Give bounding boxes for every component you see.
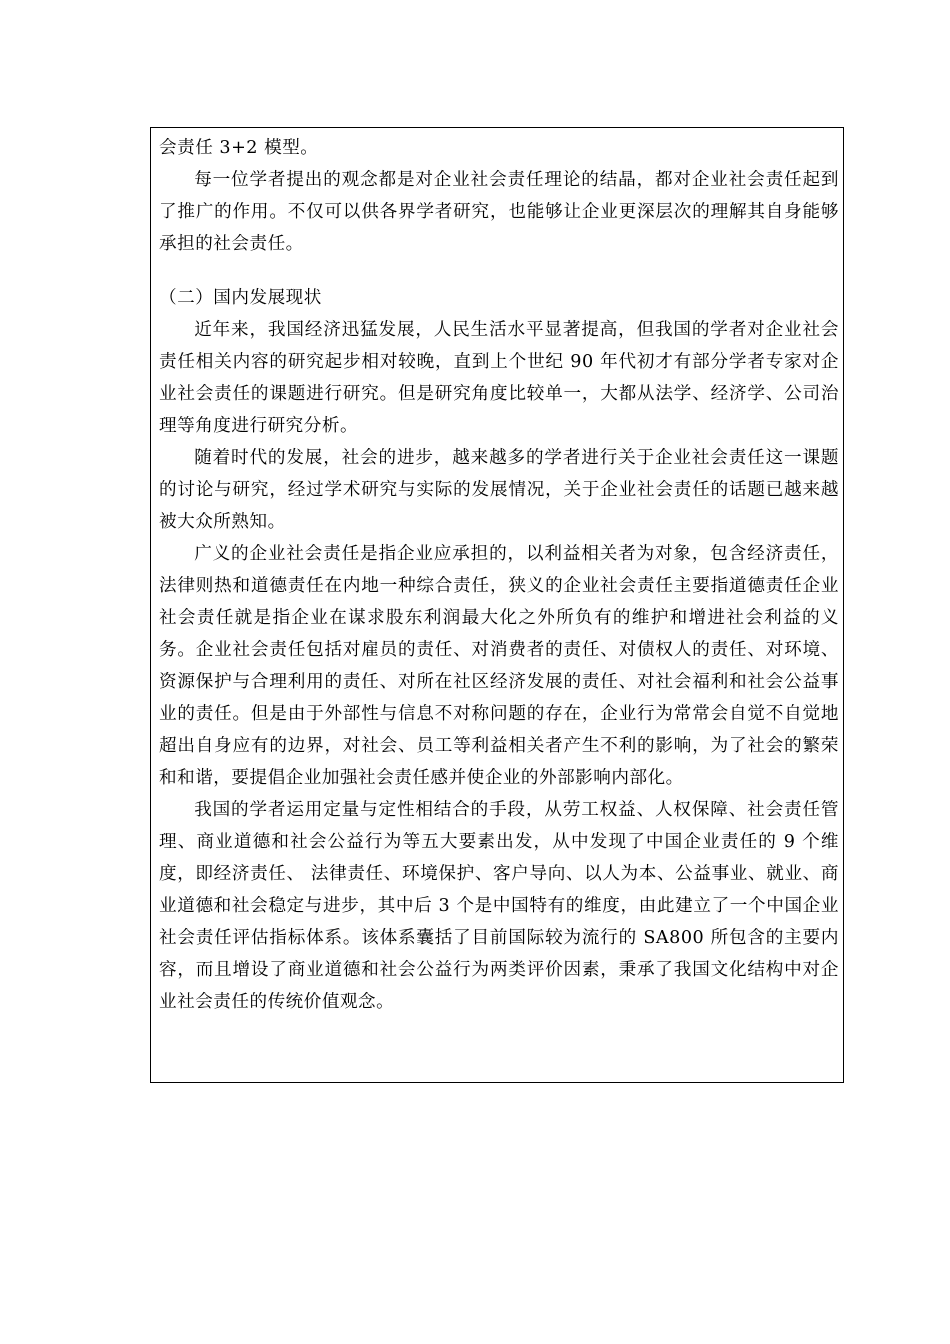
paragraph-development: 随着时代的发展，社会的进步，越来越多的学者进行关于企业社会责任这一课题的讨论与研究，经过学术研究与实际的发展情况，关于企业社会责任的话题已越来越被大众所熟知。: [159, 448, 839, 532]
section-heading-domestic: （二）国内发展现状: [159, 288, 322, 308]
paragraph-recent-years: 近年来，我国经济迅猛发展，人民生活水平显著提高，但我国的学者对企业社会责任相关内容的研究起步相对较晚，直到上个世纪 90 年代初才有部分学者专家对企业社会责任的课题进行研究。但是研究角度比较单一，大都从法学、经济学、公司治理等角度进行研究分析。: [159, 320, 839, 436]
paragraph-definition: 广义的企业社会责任是指企业应承担的，以利益相关者为对象，包含经济责任，法律则热和道德责任在内地一种综合责任，狭义的企业社会责任主要指道德责任企业社会责任就是指企业在谋求股东利润最大化之外所负有的维护和增进社会利益的义务。企业社会责任包括对雇员的责任、对消费者的责任、对债权人的责任、对环境、资源保护与合理利用的责任、对所在社区经济发展的责任、对社会福利和社会公益事业的责任。但是由于外部性与信息不对称问题的存在，企业行为常常会自觉不自觉地超出自身应有的边界，对社会、员工等利益相关者产生不利的影响，为了社会的繁荣和和谐，要提倡企业加强社会责任感并使企业的外部影响内部化。: [159, 544, 839, 788]
document-frame: [150, 127, 844, 1083]
paragraph-dimensions: 我国的学者运用定量与定性相结合的手段，从劳工权益、人权保障、社会责任管理、商业道德和社会公益行为等五大要素出发，从中发现了中国企业责任的 9 个维度，即经济责任、 法律责任、环境保护、客户导向、以人为本、公益事业、就业、商业道德和社会稳定与进步，其中后 3 个是中国特有的维度，由此建立了一个中国企业社会责任评估指标体系。该体系囊括了目前国际较为流行的 SA800 所包含的主要内容，而且增设了商业道德和社会公益行为两类评价因素，秉承了我国文化结构中对企业社会责任的传统价值观念。: [159, 800, 839, 1012]
paragraph-scholars-views: 每一位学者提出的观念都是对企业社会责任理论的结晶，都对企业社会责任起到了推广的作用。不仅可以供各界学者研究，也能够让企业更深层次的理解其自身能够承担的社会责任。: [159, 170, 839, 254]
document-body: [159, 132, 839, 1018]
paragraph-continuation: 会责任 3+2 模型。: [159, 138, 319, 158]
